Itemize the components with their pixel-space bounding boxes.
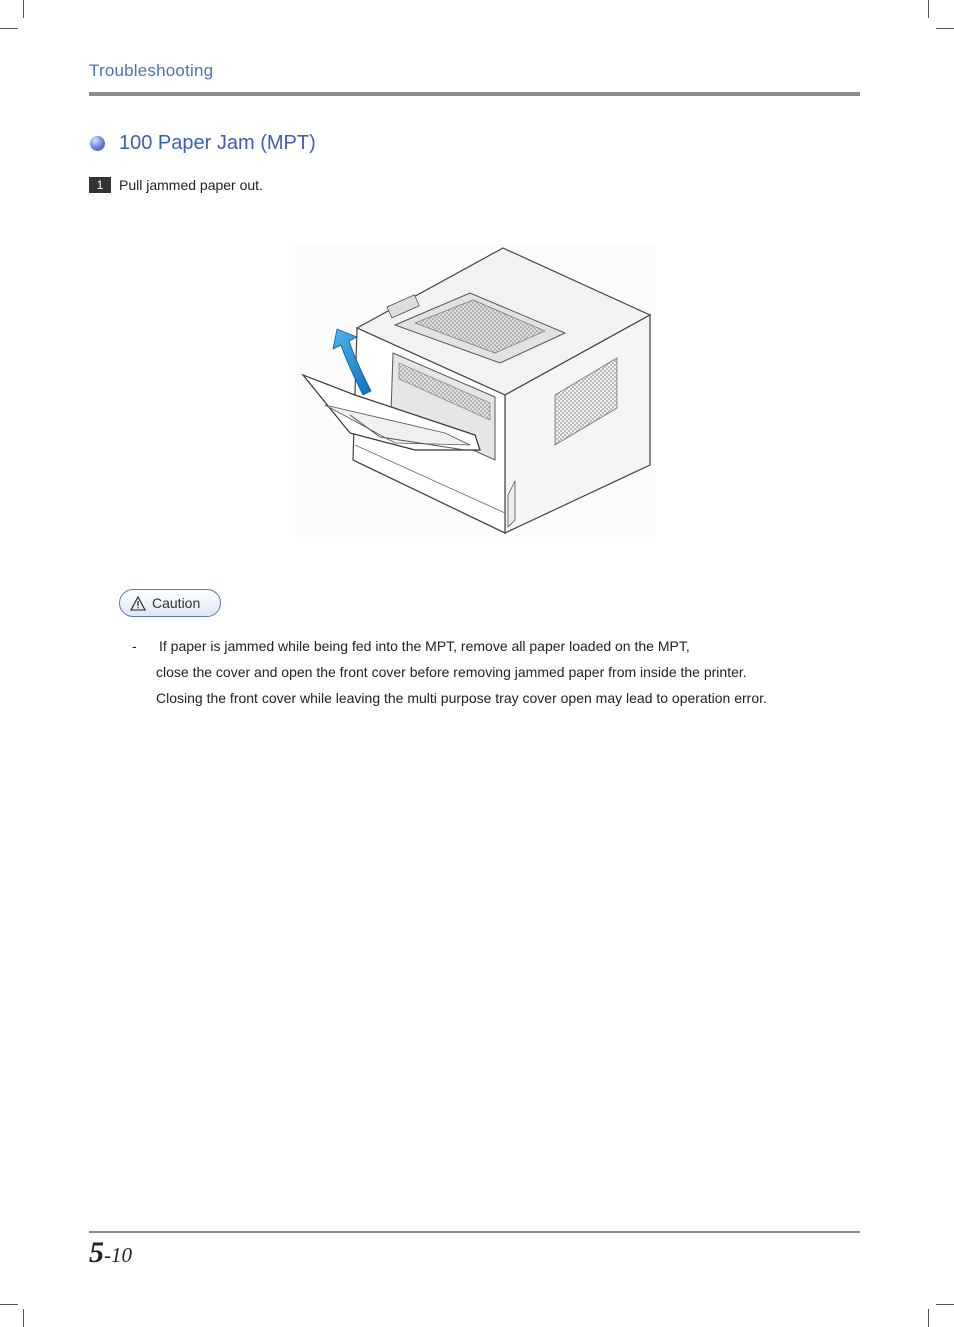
- header-rule: [89, 92, 860, 96]
- blue-sphere-icon: [90, 136, 105, 151]
- caution-badge: [119, 589, 221, 617]
- caution-line: If paper is jammed while being fed into the MPT, remove all paper loaded on the MPT,: [159, 638, 690, 654]
- printer-illustration: [295, 245, 655, 537]
- warning-triangle-icon: [130, 596, 146, 611]
- crop-mark: [23, 0, 24, 18]
- caution-line: Closing the front cover while leaving the multi purpose tray cover open may lead to operation error.: [156, 690, 767, 706]
- crop-mark: [928, 0, 929, 18]
- crop-mark: [23, 1309, 24, 1327]
- crop-mark: [936, 1304, 954, 1305]
- step-item: [89, 177, 263, 193]
- page-index: -10: [104, 1243, 132, 1267]
- crop-mark: [936, 28, 954, 29]
- list-dash: -: [132, 638, 137, 654]
- section-heading: [90, 132, 316, 155]
- caution-label: Caution: [152, 595, 201, 611]
- step-text: Pull jammed paper out.: [119, 177, 263, 193]
- section-title: 100 Paper Jam (MPT): [119, 132, 316, 154]
- running-head: Troubleshooting: [89, 61, 214, 80]
- page-number: [89, 1236, 132, 1270]
- chapter-number: 5: [89, 1236, 104, 1269]
- caution-note: [132, 633, 767, 711]
- crop-mark: [0, 1304, 18, 1305]
- crop-mark: [928, 1309, 929, 1327]
- footer-rule: [89, 1231, 860, 1233]
- step-number: 1: [89, 177, 111, 193]
- caution-line: close the cover and open the front cover before removing jammed paper from inside the printer.: [156, 664, 747, 680]
- crop-mark: [0, 28, 18, 29]
